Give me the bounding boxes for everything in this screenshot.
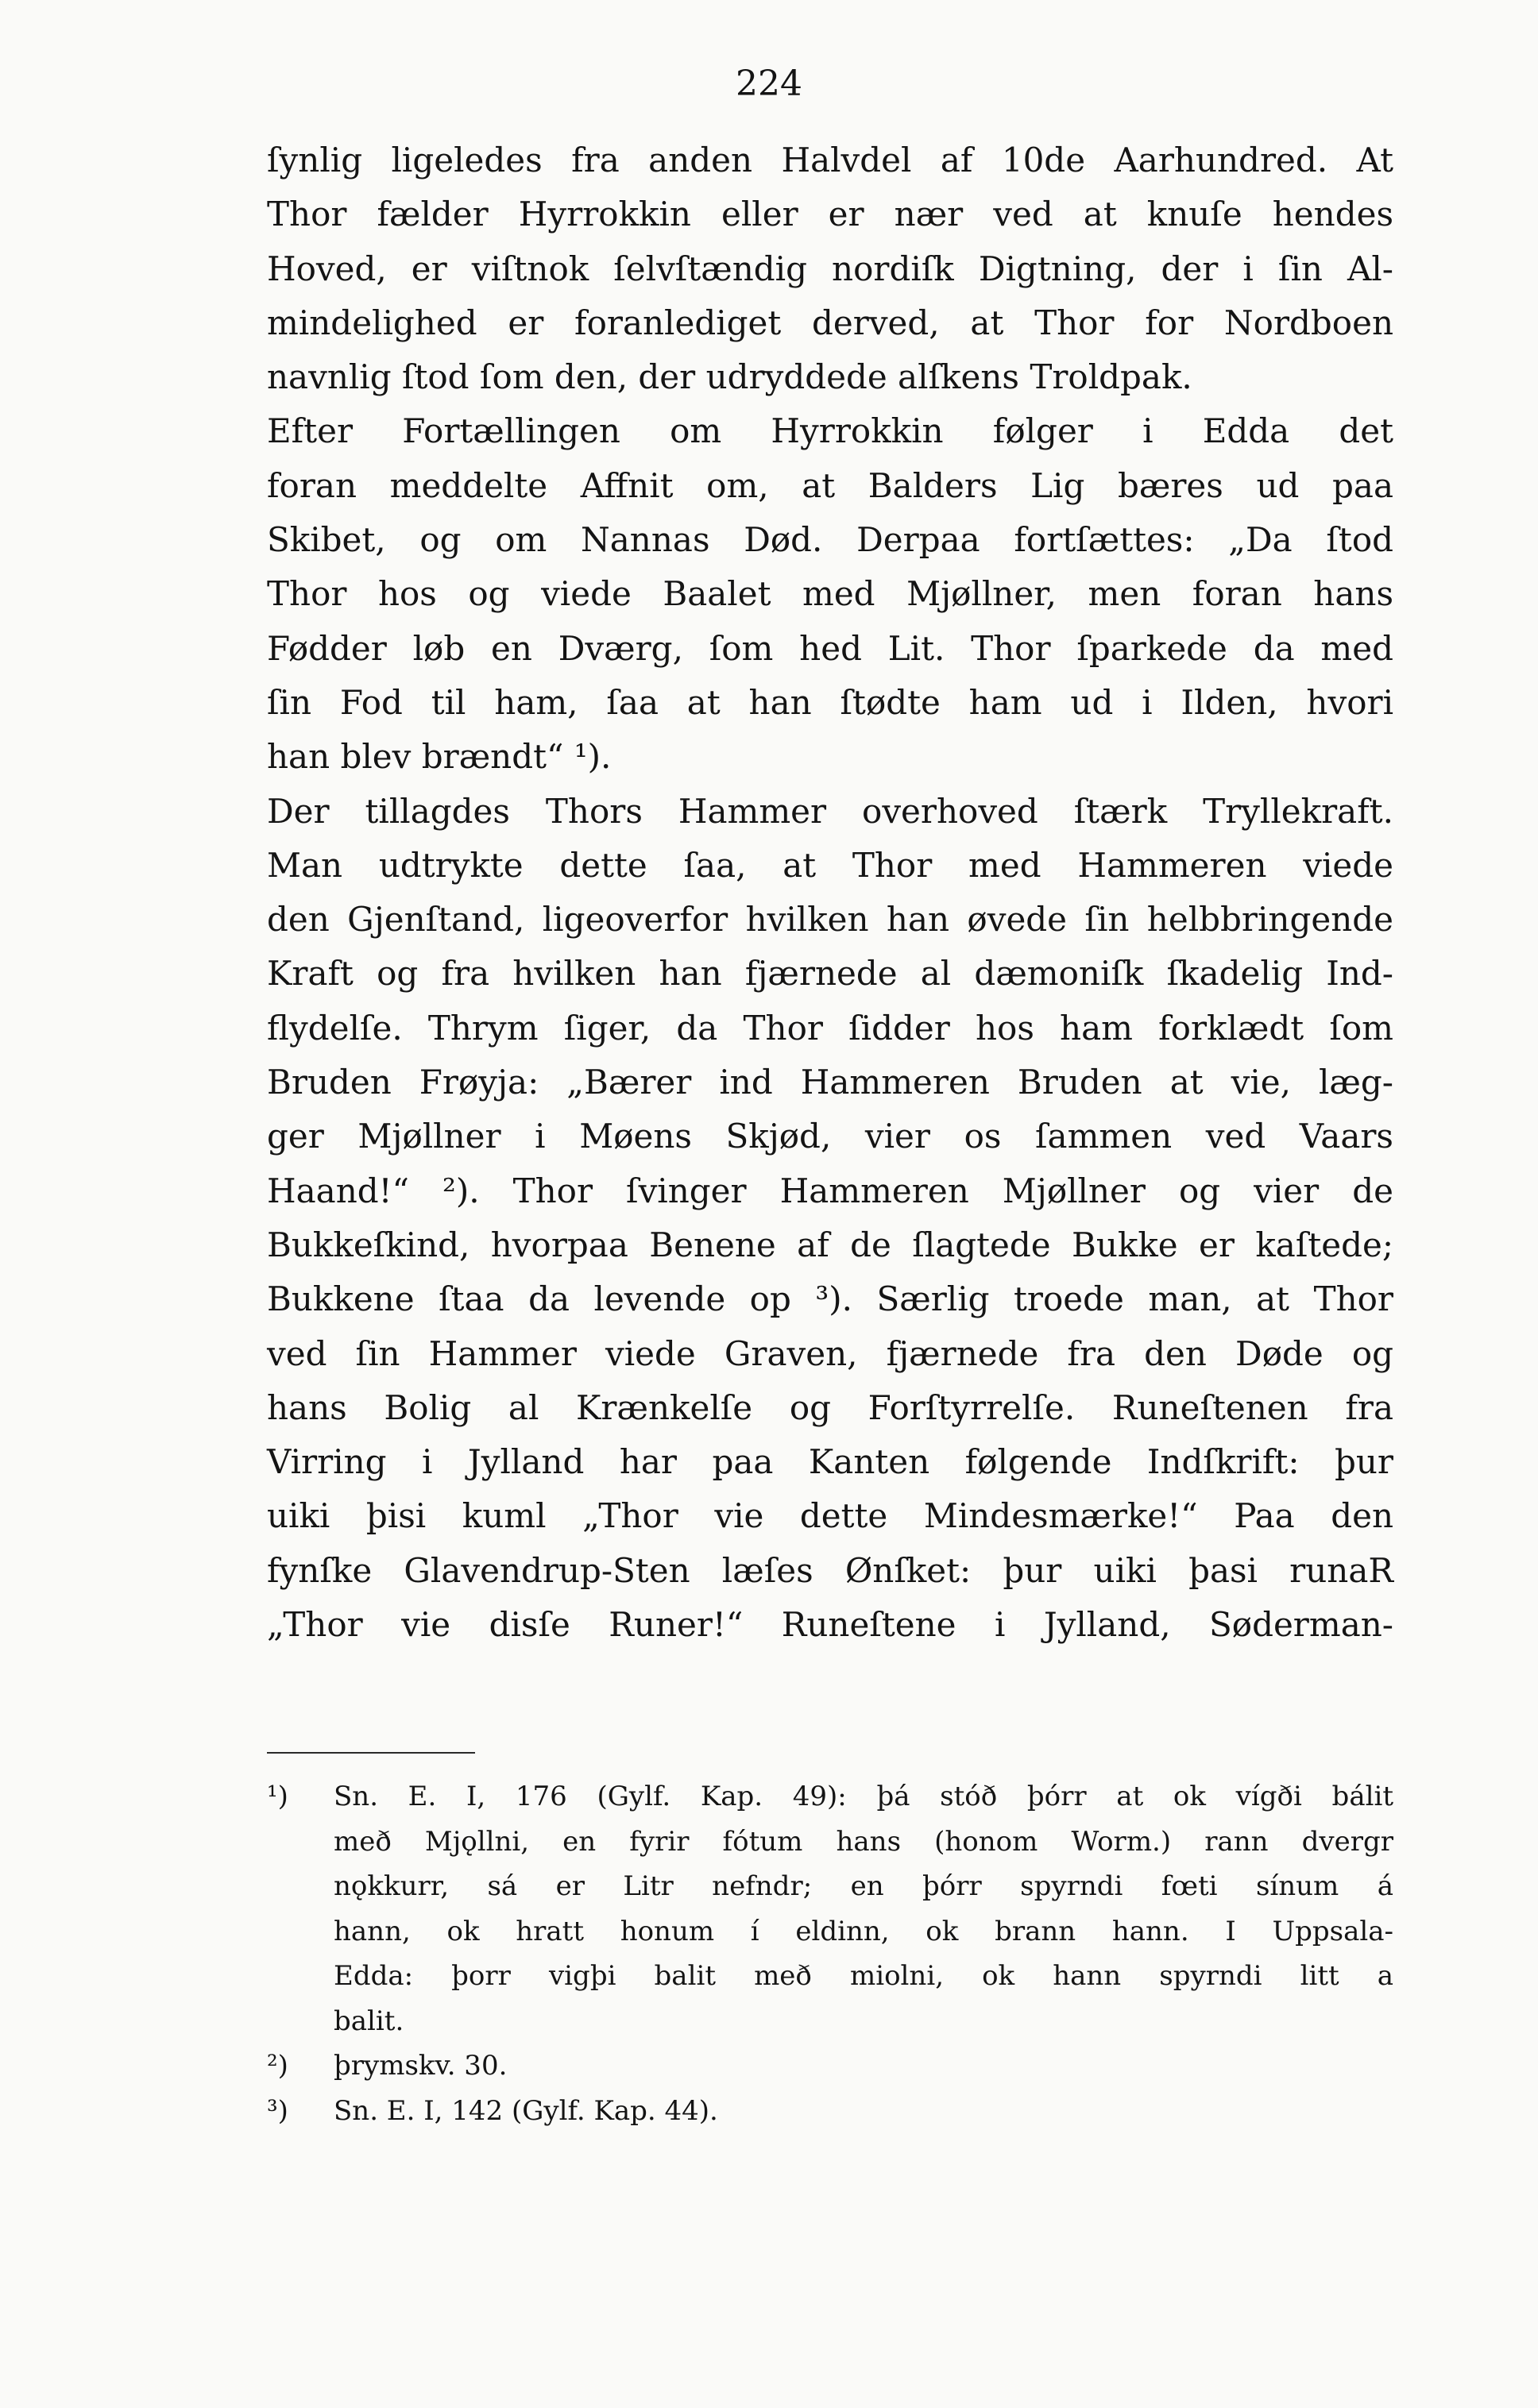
- body-line: ſin Fod til ham, ſaa at han ſtødte ham ud i Ilden, hvori: [267, 682, 1393, 722]
- body-line: Bruden Frøyja: „Bærer ind Hammeren Bruden at vie, læg-: [267, 1063, 1393, 1102]
- footnote-3: [267, 2089, 1393, 2134]
- footnote-line: balit.: [334, 2005, 404, 2037]
- footnote-divider: [267, 1752, 475, 1754]
- body-line: Der tillagdes Thors Hammer overhoved ſtærk Tryllekraft.: [267, 791, 1393, 831]
- body-line: Kraft og fra hvilken han fjærnede al dæmoniſk ſkadelig Ind-: [267, 954, 1393, 994]
- body-line: Virring i Jylland har paa Kanten følgende Indſkrift: þur: [267, 1442, 1393, 1482]
- body-line: Thor hos og viede Baalet med Mjøllner, men foran hans: [267, 574, 1393, 614]
- footnote-line: þrymskv. 30.: [334, 2050, 508, 2082]
- footnote-line: með Mjǫllni, en fyrir fótum hans (honom Worm.) rann dvergr: [334, 1825, 1393, 1858]
- body-line: Man udtrykte dette ſaa, at Thor med Hammeren viede: [267, 845, 1393, 885]
- body-line: fynſke Glavendrup-Sten læſes Ønſket: þur uiki þasi runaR: [267, 1550, 1393, 1590]
- footnote-marker: ¹): [267, 1781, 288, 1812]
- footnote-marker: ³): [267, 2094, 288, 2127]
- body-line: Efter Fortællingen om Hyrrokkin følger i Edda det: [267, 411, 1393, 451]
- footnote-line: nǫkkurr, sá er Litr nefndr; en þórr spyrndi fœti sínum á: [334, 1870, 1393, 1902]
- body-line: Haand!“ ²). Thor ſvinger Hammeren Mjøllner og vier de: [267, 1171, 1393, 1210]
- body-line: ſynlig ligeledes fra anden Halvdel af 10de Aarhundred. At: [267, 141, 1393, 179]
- body-line: ved ſin Hammer viede Graven, fjærnede fra den Døde og: [267, 1333, 1393, 1373]
- footnote-line: Edda: þorr vigþi balit með miolni, ok hann spyrndi litt a: [334, 1960, 1393, 1992]
- body-line: flydelſe. Thrym ſiger, da Thor ſidder hos ham forklædt ſom: [267, 1008, 1393, 1048]
- footnote-marker: ²): [267, 2050, 288, 2082]
- body-text: [267, 133, 1393, 1652]
- body-line: Bukkene ſtaa da levende op ³). Særlig troede man, at Thor: [267, 1279, 1393, 1319]
- body-line: foran meddelte Affnit om, at Balders Lig bæres ud paa: [267, 465, 1393, 505]
- body-line: Thor fælder Hyrrokkin eller er nær ved at knuſe hendes: [267, 195, 1393, 234]
- footnote-line: Sn. E. I, 176 (Gylf. Kap. 49): þá stóð þórr at ok vígði bálit: [334, 1781, 1393, 1812]
- body-line: den Gjenſtand, ligeoverfor hvilken han øvede ſin helbbringende: [267, 900, 1393, 940]
- footnote-1: [267, 1774, 1393, 2043]
- body-line: navnlig ſtod ſom den, der udryddede alſkens Troldpak.: [267, 357, 1192, 397]
- body-line: uiki þisi kuml „Thor vie dette Mindesmærke!“ Paa den: [267, 1496, 1393, 1536]
- body-line: ger Mjøllner i Møens Skjød, vier os ſammen ved Vaars: [267, 1117, 1393, 1156]
- body-line: han blev brændt“ ¹).: [267, 737, 612, 777]
- footnote-line: Sn. E. I, 142 (Gylf. Kap. 44).: [334, 2094, 718, 2127]
- body-line: „Thor vie disſe Runer!“ Runeſtene i Jylland, Søderman-: [267, 1605, 1393, 1645]
- body-line: hans Bolig al Krænkelſe og Forſtyrrelſe. Runeſtenen fra: [267, 1387, 1393, 1427]
- body-line: Fødder løb en Dværg, ſom hed Lit. Thor ſparkede da med: [267, 628, 1393, 668]
- footnote-line: hann, ok hratt honum í eldinn, ok brann hann. I Uppsala-: [334, 1915, 1393, 1947]
- footnote-2: [267, 2043, 1393, 2089]
- body-line: Hoved, er viſtnok ſelvſtændig nordiſk Digtning, der i ſin Al-: [267, 249, 1393, 288]
- body-line: Bukkeſkind, hvorpaa Benene af de ſlagtede Bukke er kaſtede;: [267, 1225, 1393, 1264]
- body-line: mindelighed er foranlediget derved, at Thor for Nordboen: [267, 303, 1393, 342]
- page-number: 224: [736, 64, 802, 104]
- body-line: Skibet, og om Nannas Død. Derpaa fortſættes: „Da ſtod: [267, 520, 1393, 560]
- footnotes: [267, 1774, 1393, 2133]
